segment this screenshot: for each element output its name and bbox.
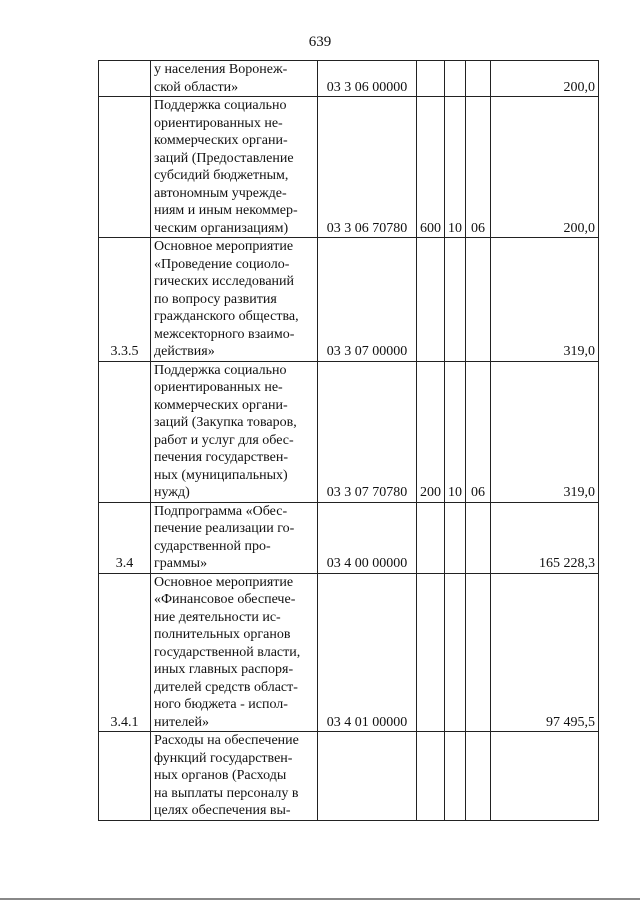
- row-number-cell: [99, 238, 151, 362]
- row-number-cell: [99, 361, 151, 502]
- amount-cell: [491, 502, 599, 573]
- section-cell: [445, 732, 466, 821]
- item-name-cell: [151, 61, 318, 97]
- target-code-text: 03 3 07 00000: [326, 344, 408, 359]
- amount-cell: [491, 238, 599, 362]
- item-name-cell: [151, 361, 318, 502]
- target-code-text: 03 3 07 70780: [326, 485, 408, 500]
- target-code-cell: [318, 573, 417, 732]
- expense-type-cell: [417, 361, 445, 502]
- subsection-cell: [466, 502, 491, 573]
- subsection-cell: [466, 361, 491, 502]
- amount-cell: [491, 97, 599, 238]
- item-name-cell: [151, 238, 318, 362]
- page-bottom-edge: [0, 898, 640, 900]
- amount-cell: [491, 361, 599, 502]
- row-number-cell: [99, 502, 151, 573]
- table-row: [99, 573, 599, 732]
- target-code-cell: [318, 238, 417, 362]
- subsection-text: 06: [471, 220, 485, 236]
- expense-type-cell: [417, 732, 445, 821]
- section-cell: [445, 361, 466, 502]
- target-code-text: 03 4 01 00000: [326, 714, 408, 730]
- subsection-cell: [466, 573, 491, 732]
- section-text: 10: [448, 220, 462, 236]
- amount-cell: [491, 61, 599, 97]
- target-code-text: 03 3 06 00000: [326, 79, 408, 95]
- page-number: 639: [308, 34, 332, 50]
- row-number-cell: [99, 732, 151, 821]
- table-row: [99, 502, 599, 573]
- amount-text: 165 228,3: [539, 556, 595, 571]
- row-number-cell: [99, 61, 151, 97]
- section-cell: [445, 97, 466, 238]
- item-name-text: Основное мероприятие «Проведение социоло- гических исследований по вопросу развития гражданского общества, межсекторного взаимо- действия»: [154, 239, 299, 359]
- section-cell: [445, 573, 466, 732]
- item-name-text: Расходы на обеспечение функций государствен- ных органов (Расходы на выплаты персоналу в целях обеспечения вы-: [154, 733, 299, 818]
- amount-text: 319,0: [563, 485, 595, 500]
- table-row: [99, 61, 599, 97]
- target-code-cell: [318, 502, 417, 573]
- item-name-cell: [151, 732, 318, 821]
- subsection-cell: [466, 732, 491, 821]
- table-row: [99, 97, 599, 238]
- amount-cell: [491, 573, 599, 732]
- budget-table-body: [99, 61, 599, 821]
- item-name-text: у населения Воронеж- ской области»: [154, 62, 288, 95]
- item-name-text: Основное мероприятие «Финансовое обеспече- ние деятельности ис- полнительных органов государственной власти, иных главных распоря- дителей средств област- ного бюджета - испол- нителей»: [154, 574, 301, 730]
- row-number-text: 3.3.5: [110, 344, 139, 359]
- item-name-cell: [151, 97, 318, 238]
- row-number-text: 3.4.1: [110, 714, 139, 730]
- expense-type-cell: [417, 573, 445, 732]
- amount-cell: [491, 732, 599, 821]
- expense-type-cell: [417, 502, 445, 573]
- expense-type-cell: [417, 97, 445, 238]
- budget-table: [98, 60, 599, 821]
- target-code-cell: [318, 732, 417, 821]
- row-number-cell: [99, 97, 151, 238]
- expense-type-text: 200: [420, 485, 441, 500]
- amount-text: 319,0: [563, 344, 595, 359]
- target-code-cell: [318, 97, 417, 238]
- row-number-text: 3.4: [115, 556, 134, 571]
- expense-type-cell: [417, 61, 445, 97]
- target-code-cell: [318, 61, 417, 97]
- subsection-text: 06: [471, 485, 485, 500]
- table-row: [99, 361, 599, 502]
- item-name-text: Поддержка социально ориентированных не- коммерческих органи- заций (Закупка товаров, работ и услуг для обес- печения государствен- ных (муниципальных) нужд): [154, 362, 297, 500]
- section-cell: [445, 238, 466, 362]
- target-code-text: 03 4 00 00000: [326, 556, 408, 571]
- item-name-cell: [151, 502, 318, 573]
- item-name-text: Поддержка социально ориентированных не- коммерческих органи- заций (Предоставление субсидий бюджетным, автономным учрежде- ниям и иным некоммер- ческим организациям): [154, 98, 298, 236]
- subsection-cell: [466, 61, 491, 97]
- amount-text: 200,0: [563, 79, 595, 95]
- item-name-cell: [151, 573, 318, 732]
- row-number-cell: [99, 573, 151, 732]
- table-row: [99, 238, 599, 362]
- section-cell: [445, 502, 466, 573]
- table-row: [99, 732, 599, 821]
- section-text: 10: [448, 485, 462, 500]
- amount-text: 97 495,5: [546, 714, 595, 730]
- target-code-text: 03 3 06 70780: [326, 220, 408, 236]
- expense-type-text: 600: [420, 220, 441, 236]
- subsection-cell: [466, 97, 491, 238]
- item-name-text: Подпрограмма «Обес- печение реализации го- сударственной про- граммы»: [154, 503, 295, 571]
- target-code-cell: [318, 361, 417, 502]
- section-cell: [445, 61, 466, 97]
- subsection-cell: [466, 238, 491, 362]
- expense-type-cell: [417, 238, 445, 362]
- amount-text: 200,0: [563, 220, 595, 236]
